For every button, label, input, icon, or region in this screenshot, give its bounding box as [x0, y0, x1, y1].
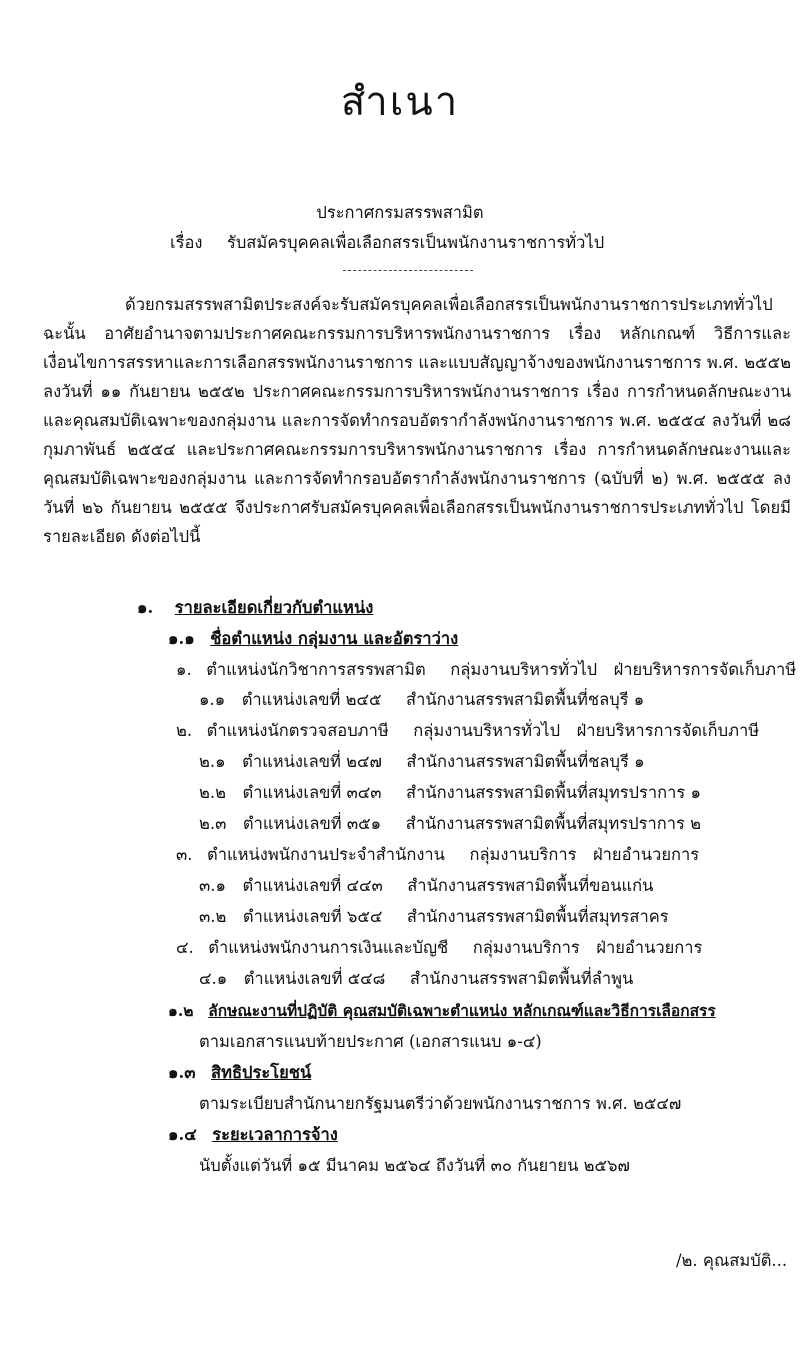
section-1-3-heading — [168, 1065, 311, 1082]
position-row — [176, 723, 759, 740]
section-1-1-title: ชื่อตำแหน่ง กลุ่มงาน และอัตราว่าง — [210, 629, 459, 648]
item-office: สำนักงานสรรพสามิตพื้นที่สมุทรสาคร — [406, 907, 669, 926]
item-office: สำนักงานสรรพสามิตพื้นที่ชลบุรี ๑ — [406, 690, 645, 709]
item-office: สำนักงานสรรพสามิตพื้นที่ขอนแก่น — [407, 876, 654, 895]
position-item — [199, 754, 645, 771]
item-number: ๒.๓ — [199, 814, 227, 833]
section-1-2-text: ตามเอกสารแนบท้ายประกาศ (เอกสารแนบ ๑-๔) — [199, 1032, 542, 1051]
position-department: ฝ่ายอำนวยการ — [593, 845, 700, 864]
item-number: ๓.๒ — [199, 907, 227, 926]
item-label: ตำแหน่งเลขที่ ๓๔๓ — [242, 783, 382, 802]
position-department: ฝ่ายบริหารการจัดเก็บภาษี — [613, 660, 797, 679]
item-label: ตำแหน่งเลขที่ ๒๔๗ — [242, 752, 382, 771]
subject-text: รับสมัครบุคคลเพื่อเลือกสรรเป็นพนักงานราชการทั่วไป — [226, 233, 605, 252]
item-number: ๒.๑ — [199, 752, 226, 771]
item-office: สำนักงานสรรพสามิตพื้นที่สมุทรปราการ ๑ — [406, 783, 701, 802]
position-name: ตำแหน่งพนักงานประจำสำนักงาน — [207, 845, 445, 864]
item-label: ตำแหน่งเลขที่ ๔๔๓ — [242, 876, 383, 895]
section-1-2-number: ๑.๒ — [168, 1001, 194, 1020]
position-item — [199, 878, 653, 895]
position-item — [199, 785, 701, 802]
subject-label: เรื่อง — [170, 233, 203, 252]
section-1-3-title: สิทธิประโยชน์ — [211, 1063, 312, 1082]
position-row — [176, 847, 699, 864]
position-item — [199, 971, 633, 988]
section-1-number: ๑. — [137, 598, 154, 617]
section-1-4-title: ระยะเวลาการจ้าง — [212, 1125, 338, 1144]
section-1-2-title: ลักษณะงานที่ปฏิบัติ คุณสมบัติเฉพาะตำแหน่ง หลักเกณฑ์และวิธีการเลือกสรร — [208, 1001, 716, 1020]
title-divider — [343, 270, 473, 271]
position-name: ตำแหน่งพนักงานการเงินและบัญชี — [208, 938, 449, 957]
item-label: ตำแหน่งเลขที่ ๖๕๔ — [242, 907, 383, 926]
position-number: ๓. — [176, 845, 193, 864]
page-continuation: /๒. คุณสมบัติ... — [676, 1251, 788, 1270]
announcement-title: ประกาศกรมสรรพสามิต — [316, 203, 484, 222]
position-item — [199, 816, 701, 833]
item-number: ๔.๑ — [199, 969, 228, 988]
position-department: ฝ่ายอำนวยการ — [596, 938, 703, 957]
section-1-2-heading — [168, 1003, 716, 1019]
item-label: ตำแหน่งเลขที่ ๕๔๘ — [243, 969, 386, 988]
item-office: สำนักงานสรรพสามิตพื้นที่ชลบุรี ๑ — [406, 752, 645, 771]
position-group: กลุ่มงานบริการ — [472, 938, 580, 957]
position-row — [176, 662, 796, 679]
section-1-1-number: ๑.๑ — [168, 629, 195, 648]
section-1-4-heading — [168, 1127, 338, 1144]
item-label: ตำแหน่งเลขที่ ๒๔๕ — [241, 690, 382, 709]
section-1-4-text: นับตั้งแต่วันที่ ๑๕ มีนาคม ๒๕๖๔ ถึงวันที่ ๓๐ กันยายน ๒๕๖๗ — [199, 1156, 630, 1175]
copy-stamp: สำเนา — [340, 79, 460, 125]
announcement-subject — [170, 235, 604, 252]
position-name: ตำแหน่งนักวิชาการสรรพสามิต — [206, 660, 426, 679]
section-1-3-number: ๑.๓ — [168, 1063, 196, 1082]
intro-paragraph — [43, 290, 791, 551]
item-number: ๑.๑ — [199, 690, 226, 709]
position-group: กลุ่มงานบริการ — [469, 845, 577, 864]
item-number: ๓.๑ — [199, 876, 226, 895]
position-department: ฝ่ายบริหารการจัดเก็บภาษี — [576, 721, 760, 740]
item-label: ตำแหน่งเลขที่ ๓๕๑ — [242, 814, 382, 833]
position-number: ๑. — [176, 660, 192, 679]
section-1-title: รายละเอียดเกี่ยวกับตำแหน่ง — [174, 598, 374, 617]
section-1-4-number: ๑.๔ — [168, 1125, 197, 1144]
item-number: ๒.๒ — [199, 783, 226, 802]
item-office: สำนักงานสรรพสามิตพื้นที่สมุทรปราการ ๒ — [405, 814, 702, 833]
section-1-heading — [137, 600, 373, 617]
position-item — [199, 692, 644, 709]
item-office: สำนักงานสรรพสามิตพื้นที่ลำพูน — [409, 969, 634, 988]
position-item — [199, 909, 669, 926]
position-group: กลุ่มงานบริหารทั่วไป — [413, 721, 561, 740]
position-name: ตำแหน่งนักตรวจสอบภาษี — [206, 721, 389, 740]
position-row — [176, 940, 702, 957]
position-number: ๔. — [176, 938, 194, 957]
section-1-1-heading — [168, 631, 458, 648]
position-number: ๒. — [176, 721, 193, 740]
position-group: กลุ่มงานบริหารทั่วไป — [450, 660, 598, 679]
section-1-3-text: ตามระเบียบสำนักนายกรัฐมนตรีว่าด้วยพนักงานราชการ พ.ศ. ๒๕๔๗ — [199, 1094, 682, 1113]
intro-text: ด้วยกรมสรรพสามิตประสงค์จะรับสมัครบุคคลเพื่อเลือกสรรเป็นพนักงานราชการประเภททั่วไป ฉะนั้น อาศัยอำนาจตามประกาศคณะกรรมการบริหารพนักงานราชการ เรื่อง หลักเกณฑ์ วิธีการและเงื่อนไขการสรรหาและการเลือกสรรพนักงานราชการ และแบบสัญญาจ้างของพนักงานราชการ พ.ศ. ๒๕๕๒ ลงวันที่ ๑๑ กันยายน ๒๕๕๒ ประกาศคณะกรรมการบริหารพนักงานราชการ เรื่อง การกำหนดลักษณะงานและคุณสมบัติเฉพาะของกลุ่มงาน และการจัดทำกรอบอัตรากำลังพนักงานราชการ พ.ศ. ๒๕๕๔ ลงวันที่ ๒๘ กุมภาพันธ์ ๒๕๕๔ และประกาศคณะกรรมการบริหารพนักงานราชการ เรื่อง การกำหนดลักษณะงานและคุณสมบัติเฉพาะของกลุ่มงาน และการจัดทำกรอบอัตรากำลังพนักงานราชการ (ฉบับที่ ๒) พ.ศ. ๒๕๕๕ ลงวันที่ ๒๖ กันยายน ๒๕๕๕ จึงประกาศรับสมัครบุคคลเพื่อเลือกสรรเป็นพนักงานราชการประเภททั่วไป โดยมีรายละเอียด ดังต่อไปนี้ — [43, 295, 791, 546]
